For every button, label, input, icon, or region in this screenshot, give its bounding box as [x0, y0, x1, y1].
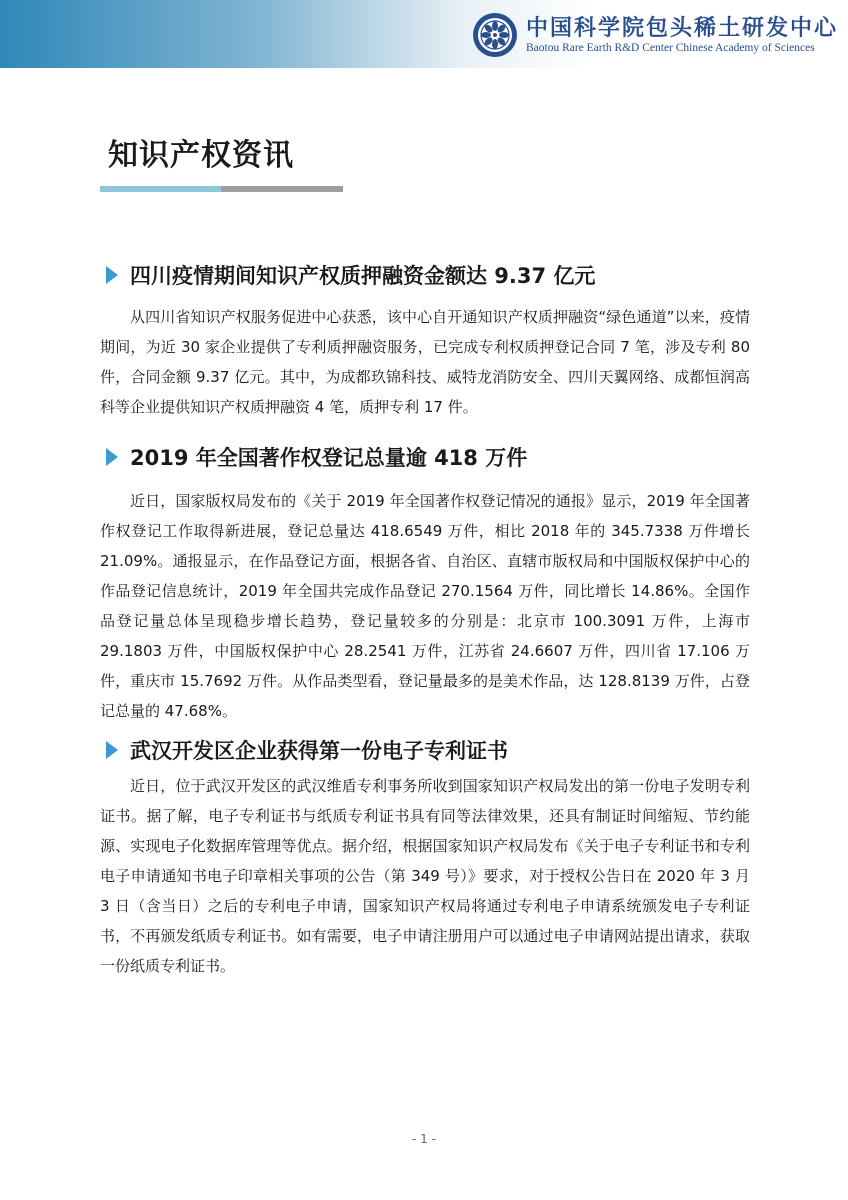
section-title: 2019 年全国著作权登记总量逾 418 万件: [130, 446, 528, 470]
section-title: 武汉开发区企业获得第一份电子专利证书: [130, 739, 508, 763]
section-body: 近日，位于武汉开发区的武汉维盾专利事务所收到国家知识产权局发出的第一份电子发明专利证书。据了解，电子专利证书与纸质专利证书具有同等法律效果，还具有制证时间缩短、节约能源、实现电子化数据库管理等优点。据介绍，根据国家知识产权局发布《关于电子专利证书和专利电子申请通知书电子印章相关事项的公告（第 349 号）》要求，对于授权公告日在 2020 年 3 月 3 日（含当日）之后的专利电子申请，国家知识产权局将通过专利电子申请系统颁发电子专利证书，不再颁发纸质专利证书。如有需要，电子申请注册用户可以通过电子申请网站提出请求，获取一份纸质专利证书。: [100, 777, 750, 975]
triangle-bullet-icon: [106, 266, 118, 284]
page-number: - 1 -: [412, 1132, 436, 1146]
cas-emblem-icon: [472, 12, 518, 58]
triangle-bullet-icon: [106, 448, 118, 466]
section-heading: [100, 258, 750, 292]
section-title: 四川疫情期间知识产权质押融资金额达 9.37 亿元: [130, 264, 596, 288]
org-name-en: Baotou Rare Earth R&D Center Chinese Academy of Sciences: [525, 42, 815, 54]
section-body: 从四川省知识产权服务促进中心获悉，该中心自开通知识产权质押融资“绿色通道”以来，疫情期间，为近 30 家企业提供了专利质押融资服务，已完成专利权质押登记合同 7 笔，涉及专利 80 件，合同金额 9.37 亿元。其中，为成都玖锦科技、威特龙消防安全、四川天翼网络、成都恒润高科等企业提供知识产权质押融资 4 笔，质押专利 17 件。: [100, 308, 750, 416]
section-heading: [100, 733, 750, 767]
title-underline-light: [100, 186, 221, 192]
page-title: 知识产权资讯: [108, 138, 294, 173]
news-section-1: [100, 258, 750, 422]
news-section-3: [100, 733, 750, 981]
title-underline: [100, 186, 343, 192]
triangle-bullet-icon: [106, 741, 118, 759]
title-underline-gray: [221, 186, 343, 192]
org-name-cn: 中国科学院包头稀土研发中心: [525, 15, 838, 41]
section-heading: [100, 440, 750, 474]
section-body: 近日，国家版权局发布的《关于 2019 年全国著作权登记情况的通报》显示，2019 年全国著作权登记工作取得新进展，登记总量达 418.6549 万件，相比 2018 年的 345.7338 万件增长 21.09%。通报显示，在作品登记方面，根据各省、自治区、直辖市版权局和中国版权保护中心的作品登记信息统计，2019 年全国共完成作品登记 270.1564 万件，同比增长 14.86%。全国作品登记量总体呈现稳步增长趋势，登记量较多的分别是：北京市 100.3091 万件，上海市 29.1803 万件，中国版权保护中心 28.2541 万件，江苏省 24.6607 万件，四川省 17.106 万件，重庆市 15.7692 万件。从作品类型看，登记量最多的是美术作品，达 128.8139 万件，占登记总量的 47.68%。: [100, 492, 750, 720]
org-logo: [472, 10, 838, 60]
news-section-2: [100, 440, 750, 726]
